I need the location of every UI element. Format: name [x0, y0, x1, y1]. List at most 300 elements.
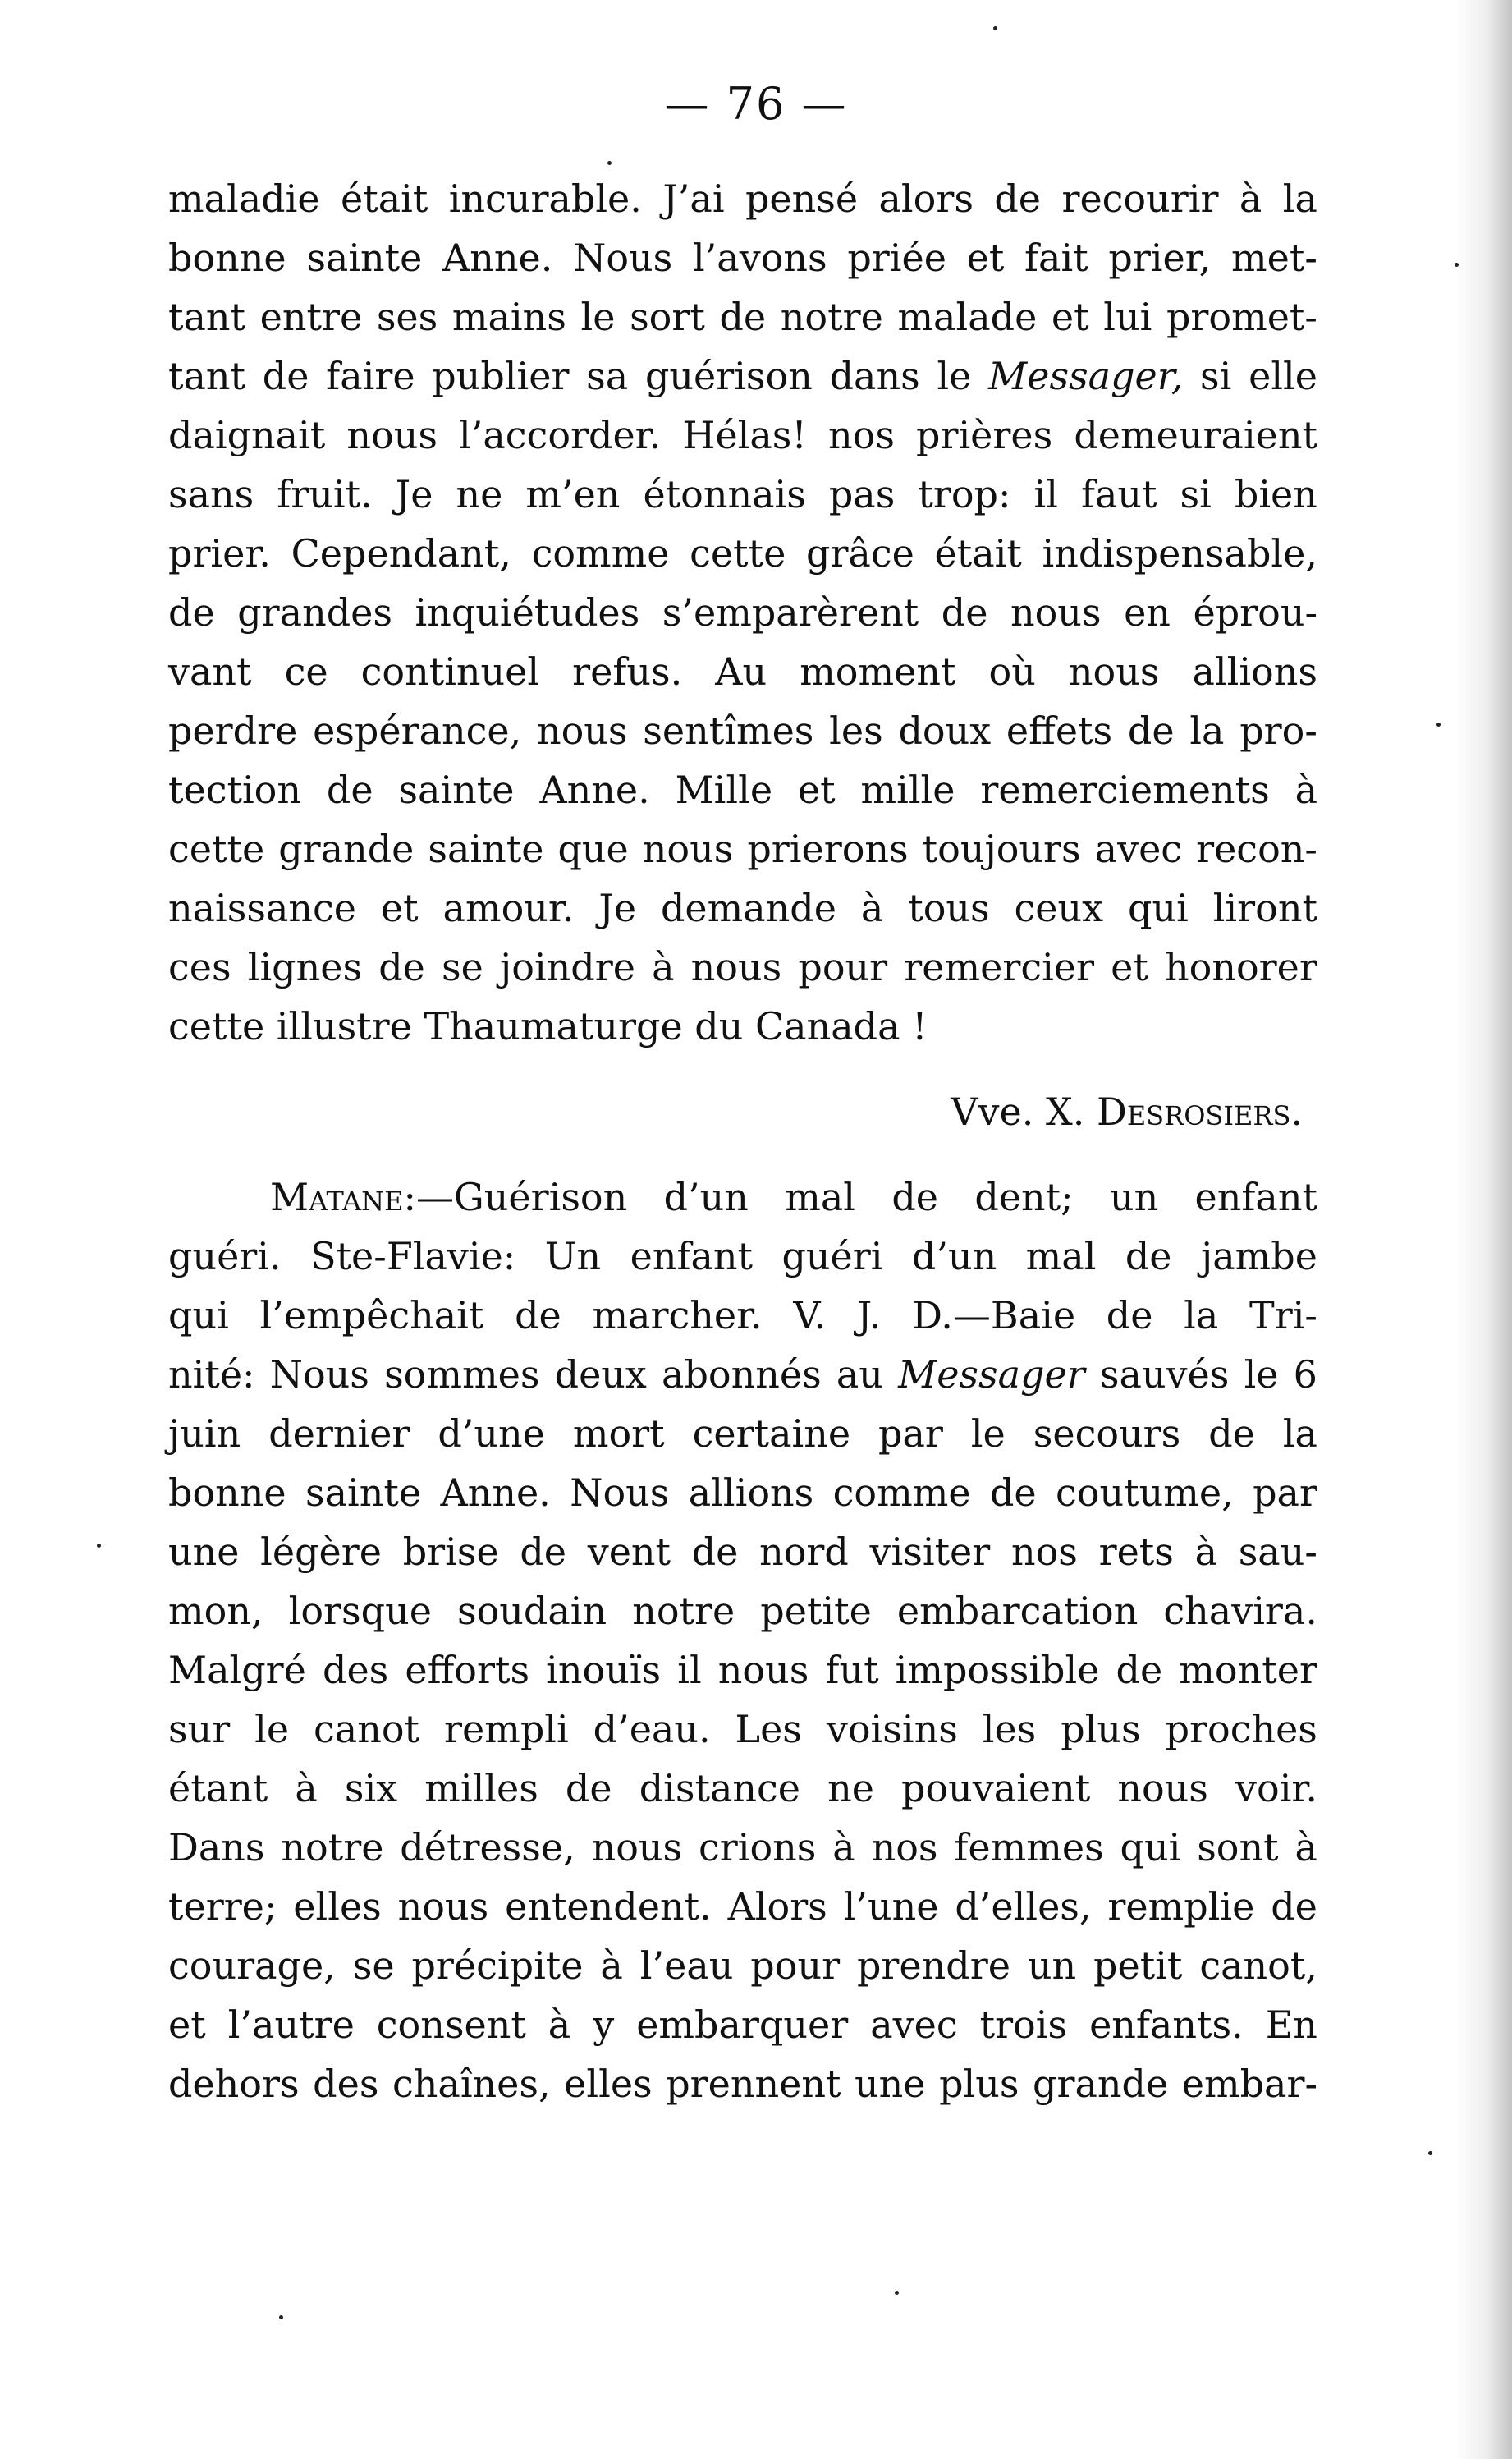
word: nous	[1068, 649, 1160, 694]
word: pas	[828, 472, 896, 516]
word: d’eau.	[593, 1707, 711, 1751]
word: de	[1127, 709, 1175, 753]
word: terre;	[168, 1884, 277, 1929]
word: nord	[759, 1530, 849, 1574]
word: cette	[690, 531, 786, 576]
word: enfant	[630, 1234, 754, 1278]
word: refus.	[572, 649, 683, 694]
word: tant	[168, 295, 246, 339]
word: à	[1294, 768, 1317, 812]
word: sainte	[428, 827, 544, 871]
text-line	[168, 1700, 1317, 1759]
word: ses	[376, 295, 438, 339]
word: mille	[860, 768, 955, 812]
text-line	[168, 346, 1317, 406]
word: liront	[1212, 886, 1317, 930]
word: J.	[856, 1293, 882, 1337]
word: nous	[642, 827, 734, 871]
word: certaine	[692, 1411, 851, 1456]
word: Au	[715, 649, 767, 694]
word: où	[988, 649, 1036, 694]
word: le	[970, 1411, 1006, 1456]
word: Alors	[727, 1884, 827, 1929]
word: par	[1253, 1470, 1317, 1515]
word: de	[168, 590, 215, 635]
word: fait	[1024, 236, 1088, 280]
word: Les	[735, 1707, 802, 1751]
word: monter	[1179, 1648, 1317, 1692]
word: entre	[259, 295, 363, 339]
word: indispensable,	[1042, 531, 1317, 576]
word: l’avons	[692, 236, 827, 280]
word: l’eau	[639, 1943, 734, 1988]
word: notre	[281, 1825, 384, 1869]
word: cette	[168, 827, 265, 871]
word: pour	[798, 945, 888, 989]
word: sainte	[398, 768, 515, 812]
word: sainte	[305, 1470, 422, 1515]
word: Matane:—Guérison	[270, 1175, 628, 1219]
word: recon-	[1196, 827, 1317, 871]
word: y	[593, 2003, 615, 2047]
text-line	[168, 701, 1317, 760]
word: de	[565, 1766, 612, 1810]
word: marcher.	[592, 1293, 763, 1337]
word: de	[262, 354, 309, 398]
word: dent;	[974, 1175, 1074, 1219]
word: ces	[168, 945, 231, 989]
text-line	[168, 819, 1317, 879]
word: se	[442, 945, 483, 989]
word: nité:	[168, 1352, 255, 1397]
paragraph-testimony	[168, 169, 1317, 1056]
word: efforts	[405, 1648, 530, 1692]
word: mal	[1025, 1234, 1097, 1278]
word: bonne	[168, 1470, 286, 1515]
word: qui	[1128, 886, 1189, 930]
word: éprou-	[1193, 590, 1317, 635]
word: à	[1239, 177, 1262, 221]
word: un	[1109, 1175, 1159, 1219]
text-line	[168, 1640, 1317, 1700]
word: malade	[897, 295, 1038, 339]
word: doux	[898, 709, 992, 753]
word: elles	[293, 1884, 382, 1929]
word: sont	[1197, 1825, 1279, 1869]
word: une	[855, 2062, 926, 2106]
word: canot	[314, 1707, 420, 1751]
word: milles	[424, 1766, 538, 1810]
word: ceux	[1014, 886, 1104, 930]
word: il	[677, 1648, 702, 1692]
word: trop:	[918, 472, 1011, 516]
word: Messager,	[988, 354, 1184, 398]
word: enfant	[1194, 1175, 1317, 1219]
word: chaînes,	[392, 2062, 551, 2106]
word: les	[982, 1707, 1037, 1751]
text-line	[168, 228, 1317, 287]
word: et	[380, 886, 419, 930]
scan-speck	[97, 1544, 101, 1548]
word: sentîmes	[643, 709, 814, 753]
text-line	[168, 938, 1317, 997]
word: de	[1271, 1884, 1317, 1929]
word: prières	[916, 413, 1053, 457]
word: recourir	[1061, 177, 1219, 221]
word: dernier	[268, 1411, 410, 1456]
word: nos	[1010, 1530, 1078, 1574]
word: rets	[1098, 1530, 1174, 1574]
word: perdre	[168, 709, 298, 753]
word: 6	[1293, 1352, 1317, 1397]
word: Anne.	[539, 768, 650, 812]
word: canot,	[1199, 1943, 1317, 1988]
word: et	[797, 768, 836, 812]
word: Cependant,	[291, 531, 511, 576]
word: Dans	[168, 1825, 265, 1869]
word: bonne	[168, 236, 286, 280]
word: d’une	[438, 1411, 545, 1456]
word: comme	[832, 1470, 971, 1515]
word: s’emparèrent	[662, 590, 919, 635]
word: guéri	[781, 1234, 883, 1278]
word: étonnais	[643, 472, 806, 516]
word: un	[1027, 1943, 1077, 1988]
word: deux	[554, 1352, 647, 1397]
word: incurable.	[448, 177, 642, 221]
word: guérison	[644, 354, 813, 398]
word: mort	[572, 1411, 665, 1456]
word: entendent.	[505, 1884, 712, 1929]
word: visiter	[869, 1530, 991, 1574]
word: faire	[326, 354, 415, 398]
word: toujours	[922, 827, 1081, 871]
word: et	[168, 2003, 206, 2047]
word: sans	[168, 472, 254, 516]
text-line	[168, 524, 1317, 583]
word: chavira.	[1163, 1589, 1317, 1633]
word: courage,	[168, 1943, 336, 1988]
word: le	[1244, 1352, 1279, 1397]
word: qui	[1120, 1825, 1181, 1869]
word: de	[691, 1530, 739, 1574]
word: la	[1184, 1293, 1219, 1337]
word: à	[1294, 1825, 1317, 1869]
word: sauvés	[1099, 1352, 1230, 1397]
word: nos	[828, 413, 895, 457]
word: de	[378, 945, 425, 989]
text-line	[168, 2054, 1317, 2113]
word: à	[652, 945, 675, 989]
word: Anne.	[442, 236, 553, 280]
scan-speck	[1455, 263, 1459, 267]
word: mains	[451, 295, 566, 339]
word: maladie	[168, 177, 320, 221]
word: des	[323, 1648, 389, 1692]
word: des	[313, 2062, 379, 2106]
text-line	[168, 760, 1317, 819]
word: voisins	[826, 1707, 958, 1751]
word: Je	[598, 886, 637, 930]
text-line	[168, 1995, 1317, 2054]
word: légère	[260, 1530, 382, 1574]
text-line	[168, 1168, 1317, 1227]
word: en	[1124, 590, 1171, 635]
word: naissance	[168, 886, 357, 930]
word: nos	[871, 1825, 938, 1869]
word: de	[891, 1175, 939, 1219]
word: et	[1111, 945, 1148, 989]
scan-speck	[1436, 723, 1441, 727]
text-line	[168, 1581, 1317, 1640]
text-line	[168, 1286, 1317, 1345]
word: détresse,	[400, 1825, 575, 1869]
word: secours	[1033, 1411, 1181, 1456]
word: de	[515, 1293, 561, 1337]
word: vant	[168, 649, 252, 694]
word: consent	[376, 2003, 526, 2047]
word: si	[1200, 354, 1232, 398]
word: ne	[827, 1766, 874, 1810]
signature	[168, 1082, 1317, 1141]
word: faut	[1080, 472, 1157, 516]
word: sainte	[306, 236, 423, 280]
word: de	[994, 177, 1042, 221]
word: ce	[284, 649, 328, 694]
word: six	[344, 1766, 398, 1810]
word: Ste-Flavie:	[310, 1234, 516, 1278]
word: au	[836, 1352, 883, 1397]
word: à	[860, 886, 884, 930]
word: moment	[800, 649, 956, 694]
word: elle	[1249, 354, 1317, 398]
word: les	[829, 709, 883, 753]
word: de	[719, 295, 767, 339]
word: grâce	[806, 531, 914, 576]
word: coutume,	[1056, 1470, 1234, 1515]
word: grande	[1033, 2062, 1169, 2106]
word: remerciements	[980, 768, 1270, 812]
word: distance	[639, 1766, 800, 1810]
word: comme	[531, 531, 670, 576]
word: allions	[1192, 649, 1317, 694]
word: effets	[1006, 709, 1113, 753]
word: impossible	[895, 1648, 1100, 1692]
word: il	[1033, 472, 1058, 516]
word: de	[326, 768, 373, 812]
word: Nous	[269, 1352, 369, 1397]
word: m’en	[525, 472, 621, 516]
word: plus	[1061, 1707, 1141, 1751]
word: nous	[591, 1825, 683, 1869]
word: ne	[456, 472, 503, 516]
word: Un	[544, 1234, 602, 1278]
word: et	[1051, 295, 1089, 339]
word: petit	[1093, 1943, 1183, 1988]
word: nous	[346, 413, 438, 457]
word: crions	[699, 1825, 817, 1869]
word: qui	[168, 1293, 229, 1337]
word: tection	[168, 768, 301, 812]
word: promet-	[1166, 295, 1317, 339]
word: pro-	[1239, 709, 1317, 753]
word: fut	[825, 1648, 879, 1692]
word: la	[1282, 177, 1317, 221]
word: priée	[847, 236, 946, 280]
text-line	[168, 1522, 1317, 1581]
text-line	[168, 406, 1317, 465]
word: embarcation	[896, 1589, 1139, 1633]
text-line	[168, 287, 1317, 346]
word: à	[1194, 1530, 1218, 1574]
scan-speck	[607, 161, 612, 165]
word: En	[1265, 2003, 1317, 2047]
word: elles	[564, 2062, 653, 2106]
word: femmes	[954, 1825, 1104, 1869]
text-line	[168, 1345, 1317, 1404]
word: V.	[793, 1293, 827, 1337]
word: vent	[587, 1530, 671, 1574]
word: daignait	[168, 413, 326, 457]
word: à	[600, 1943, 623, 1988]
word: était	[340, 177, 428, 221]
word: embarquer	[636, 2003, 849, 2047]
word: la	[1282, 1411, 1317, 1456]
word: nous	[690, 945, 782, 989]
word: inouïs	[546, 1648, 662, 1692]
word: prendre	[856, 1943, 1010, 1988]
word: nous	[717, 1648, 809, 1692]
word: lui	[1103, 295, 1152, 339]
word: rempli	[443, 1707, 569, 1751]
text-line	[168, 465, 1317, 524]
page-edge-shadow	[1455, 0, 1512, 2459]
word: Tri-	[1249, 1293, 1317, 1337]
word: par	[878, 1411, 943, 1456]
word: remplie	[1107, 1884, 1255, 1929]
word: D.—Baie	[912, 1293, 1076, 1337]
word: d’un	[911, 1234, 997, 1278]
word: le	[937, 354, 972, 398]
word: enfants.	[1089, 2003, 1244, 2047]
word: précipite	[411, 1943, 584, 1988]
word: prier,	[1108, 236, 1212, 280]
word: l’accorder.	[459, 413, 662, 457]
word: Je	[395, 472, 433, 516]
word: pouvaient	[901, 1766, 1091, 1810]
word: tous	[908, 886, 990, 930]
word: de	[520, 1530, 567, 1574]
scan-speck	[279, 2315, 283, 2319]
text-line	[168, 997, 1317, 1056]
word: nous	[1117, 1766, 1208, 1810]
word: honorer	[1165, 945, 1317, 989]
word: sau-	[1238, 1530, 1317, 1574]
word: et	[966, 236, 1005, 280]
word: abonnés	[662, 1352, 822, 1397]
text-line	[168, 1404, 1317, 1463]
text-line	[168, 169, 1317, 228]
word: allions	[688, 1470, 814, 1515]
text-line	[168, 1877, 1317, 1936]
word: Mille	[675, 768, 773, 812]
word: mal	[785, 1175, 856, 1219]
word: Messager	[898, 1352, 1085, 1397]
body-text	[168, 169, 1317, 2113]
word: avec	[870, 2003, 958, 2047]
word: se	[352, 1943, 395, 1988]
word: fruit.	[277, 472, 373, 516]
word: inquiétudes	[415, 590, 640, 635]
word: notre	[632, 1589, 735, 1633]
word: de	[989, 1470, 1037, 1515]
text-line	[168, 879, 1317, 938]
scan-speck	[895, 2291, 899, 2295]
word: l’empêchait	[259, 1293, 484, 1337]
word: Hélas!	[682, 413, 807, 457]
word: bien	[1234, 472, 1317, 516]
page-number: — 76 —	[664, 78, 848, 130]
word: publier	[432, 354, 570, 398]
word: voir.	[1235, 1766, 1317, 1810]
word: nous	[397, 1884, 489, 1929]
text-line	[168, 1818, 1317, 1877]
word: alors	[878, 177, 974, 221]
signature-prefix: Vve. X.	[951, 1090, 1097, 1134]
word: met-	[1231, 236, 1317, 280]
word: J’ai	[662, 177, 725, 221]
text-line	[168, 1759, 1317, 1818]
paragraph-matane	[168, 1168, 1317, 2113]
word: Nous	[573, 236, 673, 280]
word: proches	[1165, 1707, 1317, 1751]
word: le	[254, 1707, 290, 1751]
text-line	[168, 642, 1317, 701]
word: lignes	[247, 945, 363, 989]
word: demeuraient	[1074, 413, 1317, 457]
word: pour	[750, 1943, 841, 1988]
scan-speck	[1428, 2151, 1432, 2155]
word: guéri.	[168, 1234, 282, 1278]
word: cette illustre Thaumaturge du Canada !	[168, 1004, 928, 1048]
word: si	[1180, 472, 1212, 516]
word: avec	[1094, 827, 1183, 871]
word: une	[168, 1530, 240, 1574]
word: grandes	[237, 590, 392, 635]
word: sur	[168, 1707, 231, 1751]
word: que	[557, 827, 629, 871]
word: juin	[168, 1411, 241, 1456]
word: petite	[760, 1589, 872, 1633]
word: trois	[979, 2003, 1068, 2047]
word: mon,	[168, 1589, 263, 1633]
word: continuel	[360, 649, 540, 694]
word: de	[1208, 1411, 1255, 1456]
signature-name: Desrosiers.	[1096, 1090, 1303, 1134]
word: prier.	[168, 531, 271, 576]
word: grande	[278, 827, 415, 871]
word: sa	[586, 354, 629, 398]
word: notre	[780, 295, 883, 339]
word: à	[295, 1766, 318, 1810]
word: de	[1125, 1234, 1172, 1278]
word: la	[1189, 709, 1225, 753]
word: plus	[939, 2062, 1019, 2106]
word: dehors	[168, 2062, 300, 2106]
word: étant	[168, 1766, 268, 1810]
word: nous	[536, 709, 628, 753]
text-line	[168, 1463, 1317, 1522]
